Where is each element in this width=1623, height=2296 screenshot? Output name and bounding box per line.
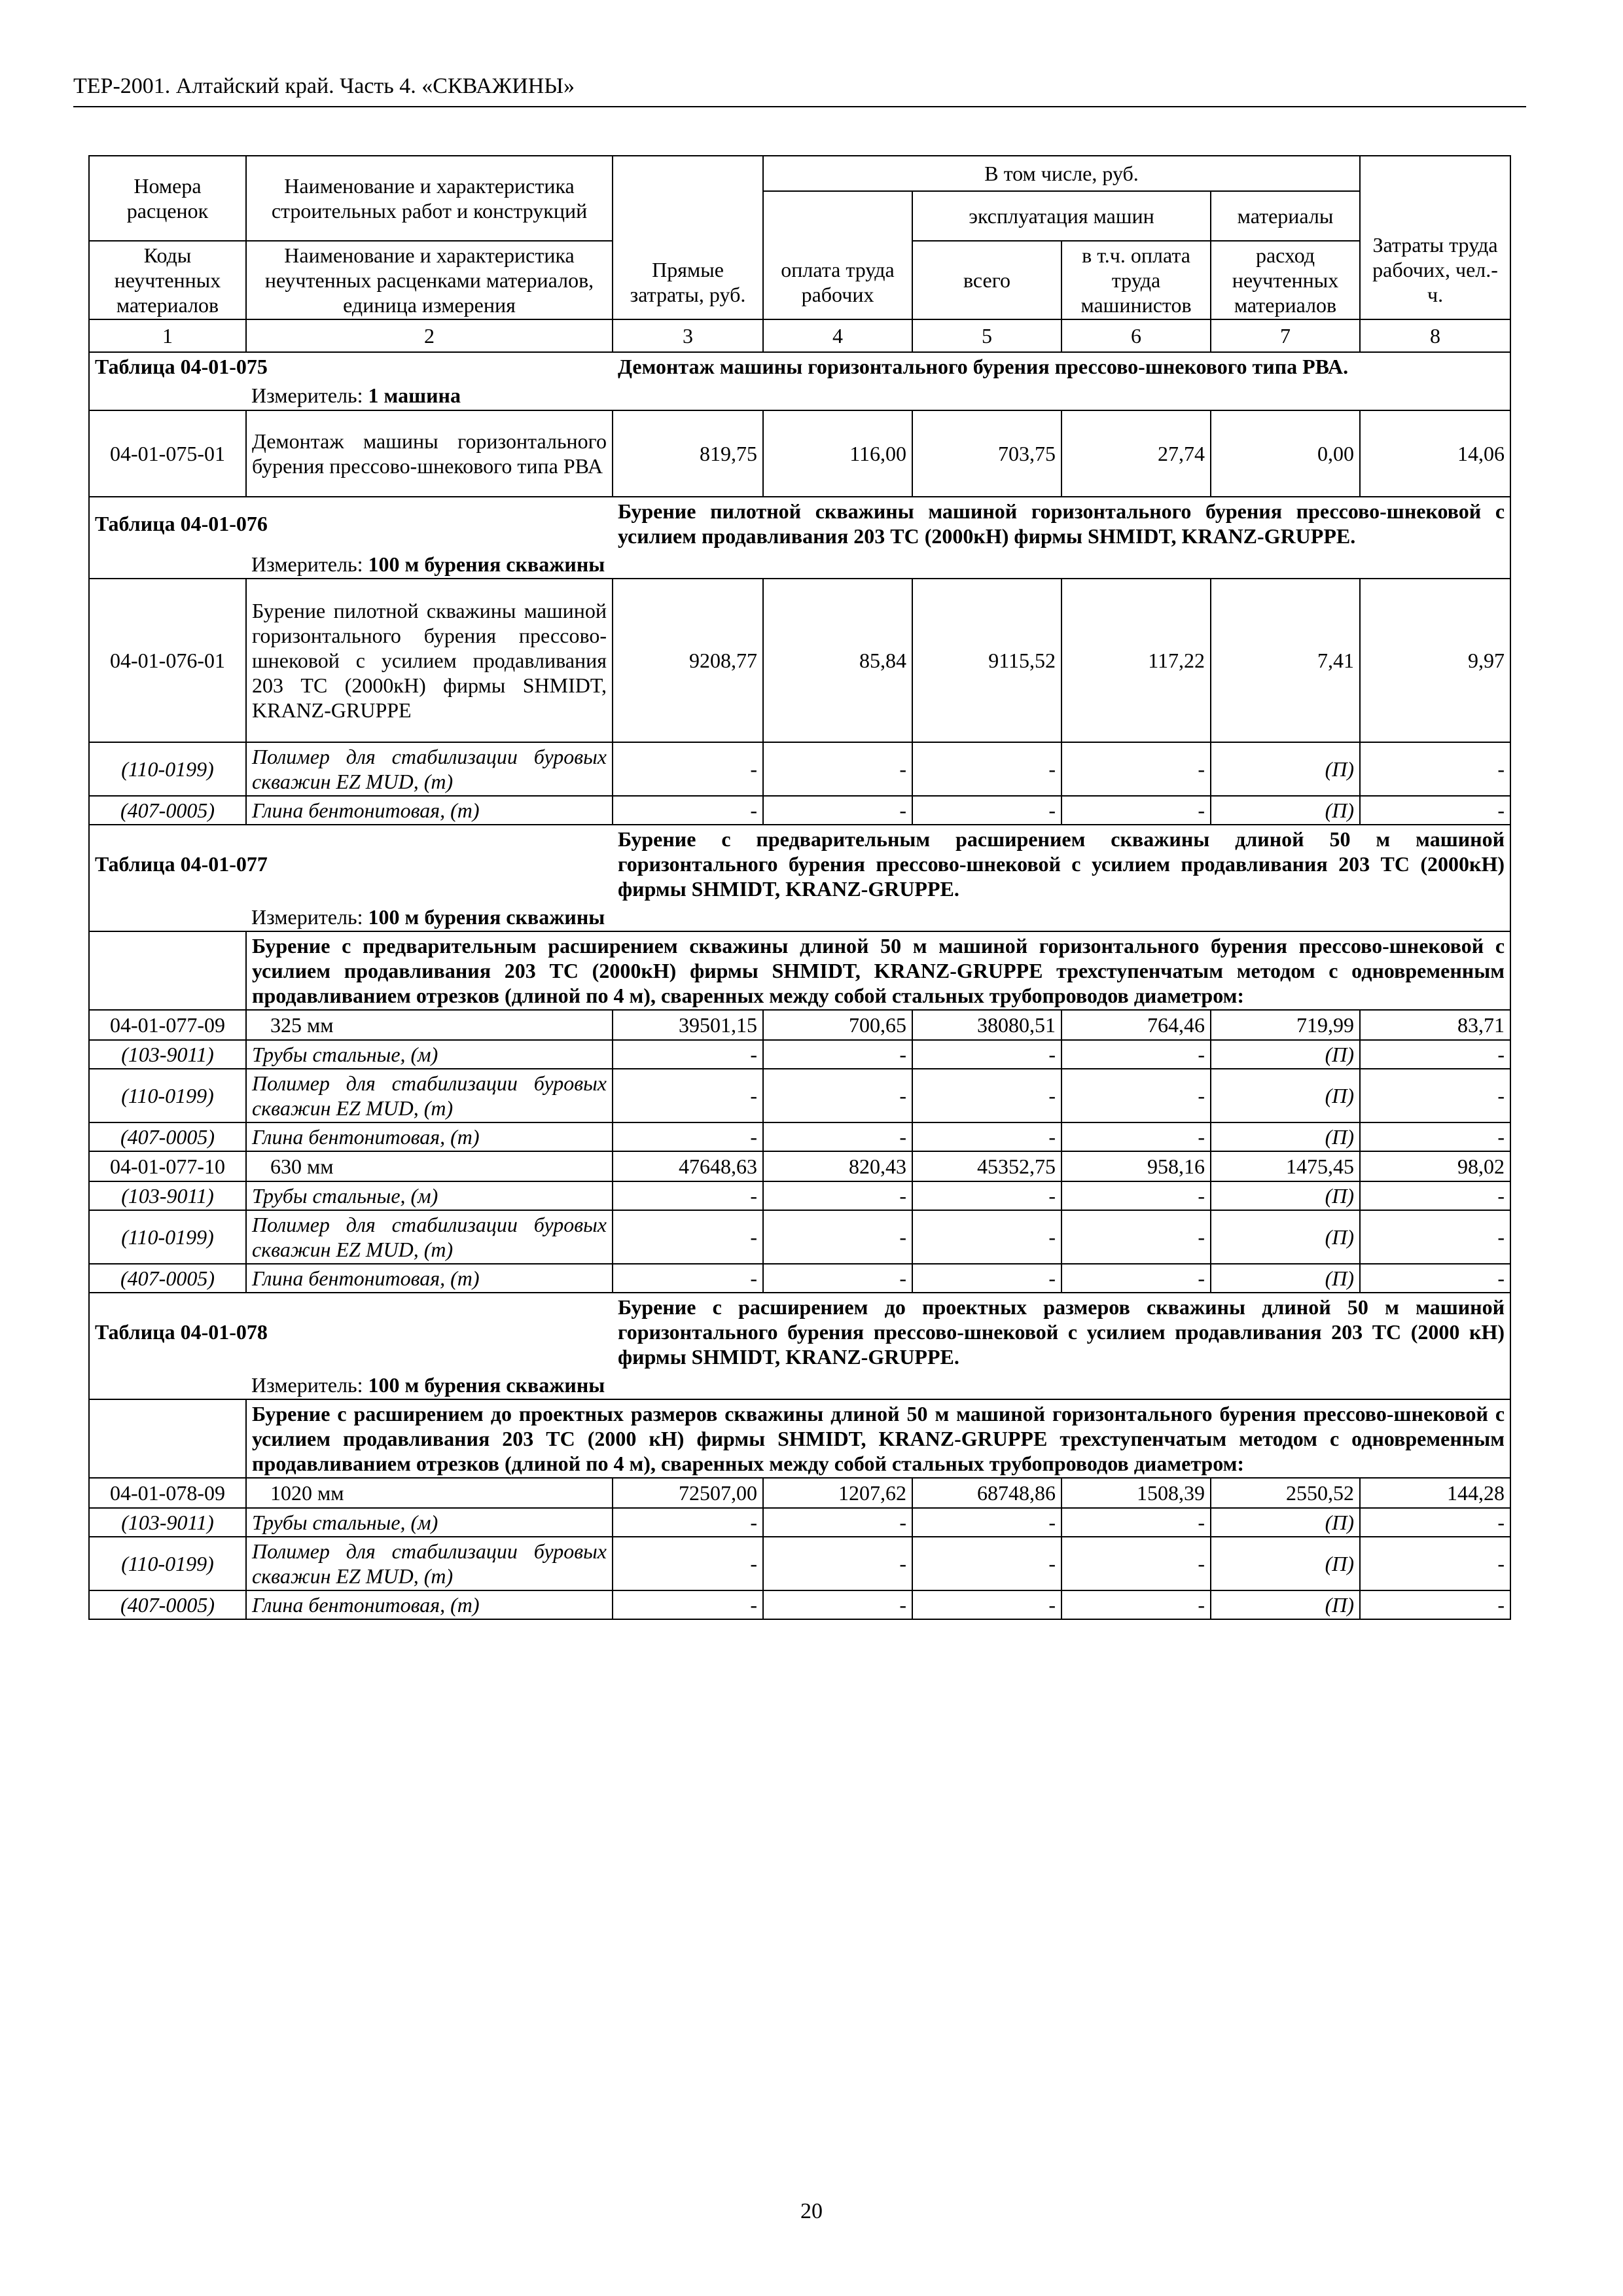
operators-pay: - (1061, 1508, 1211, 1537)
material-code: (103-9011) (89, 1181, 246, 1210)
materials-value: (П) (1211, 1069, 1360, 1122)
material-code: (110-0199) (89, 1069, 246, 1122)
materials-value: (П) (1211, 1590, 1360, 1619)
section-label: Таблица 04-01-076 (89, 497, 613, 550)
operators-pay: - (1061, 742, 1211, 796)
col-number: 4 (763, 319, 912, 352)
meter-row (89, 903, 1510, 931)
rate-name: Демонтаж машины горизонтального бурения прессово-шнекового типа РВА (246, 410, 613, 497)
col-number: 6 (1061, 319, 1211, 352)
operators-pay: 958,16 (1061, 1151, 1211, 1181)
labor-pay: - (763, 1537, 912, 1590)
direct-costs: - (613, 1181, 763, 1210)
meter-row (89, 1371, 1510, 1399)
material-code: (110-0199) (89, 1537, 246, 1590)
materials-value: (П) (1211, 1537, 1360, 1590)
section-description: Бурение с расширением до проектных размеров скважины длиной 50 м машиной горизонтального бурения прессово-шнековой с усилием продавливания 203 ТС (2000 кН) фирмы SHMIDT, KRANZ-GRUPPE трехступенчатым методом с одновременным продавливанием отрезков (длиной по 4 м), сваренных между собой стальных трубопроводов диаметром: (246, 1399, 1510, 1478)
material-code: (110-0199) (89, 742, 246, 796)
direct-costs: - (613, 796, 763, 825)
labor-pay: - (763, 742, 912, 796)
operators-pay: - (1061, 1264, 1211, 1293)
section-title-row (89, 825, 1510, 903)
material-name: Полимер для стабилизации буровых скважин EZ MUD, (т) (246, 1069, 613, 1122)
material-row (89, 1264, 1510, 1293)
section-title-row (89, 1293, 1510, 1371)
machine-total: - (912, 1181, 1061, 1210)
labor-costs: - (1360, 1264, 1510, 1293)
material-code: (407-0005) (89, 1264, 246, 1293)
col-labor-costs: Затраты труда рабочих, чел.-ч. (1360, 156, 1510, 319)
material-name: Полимер для стабилизации буровых скважин EZ MUD, (т) (246, 1210, 613, 1264)
labor-costs: 144,28 (1360, 1478, 1510, 1508)
column-numbers-row (89, 319, 1510, 352)
machine-total: - (912, 1264, 1061, 1293)
labor-costs: 9,97 (1360, 579, 1510, 742)
col-total: всего (912, 241, 1061, 319)
labor-pay: 116,00 (763, 410, 912, 497)
labor-pay: - (763, 796, 912, 825)
machine-total: - (912, 1069, 1061, 1122)
section-title: Бурение пилотной скважины машиной горизонтального бурения прессово-шнековой с усилием продавливания 203 ТС (2000кН) фирмы SHMIDT, KRANZ-GRUPPE. (613, 497, 1510, 550)
direct-costs: - (613, 1069, 763, 1122)
table-row (89, 1151, 1510, 1181)
machine-total: 38080,51 (912, 1010, 1061, 1040)
machine-total: - (912, 1122, 1061, 1151)
material-name: Полимер для стабилизации буровых скважин EZ MUD, (т) (246, 1537, 613, 1590)
section-label: Таблица 04-01-078 (89, 1293, 613, 1371)
labor-costs: 98,02 (1360, 1151, 1510, 1181)
labor-pay: 1207,62 (763, 1478, 912, 1508)
rate-code: 04-01-077-10 (89, 1151, 246, 1181)
materials-value: (П) (1211, 1040, 1360, 1069)
section-title: Бурение с расширением до проектных размеров скважины длиной 50 м машиной горизонтального бурения прессово-шнековой с усилием продавливания 203 ТС (2000 кН) фирмы SHMIDT, KRANZ-GRUPPE. (613, 1293, 1510, 1371)
materials-value: (П) (1211, 1122, 1360, 1151)
material-code: (103-9011) (89, 1040, 246, 1069)
col-unaccounted-materials: расход неучтенных материалов (1211, 241, 1360, 319)
rates-table (88, 155, 1511, 1620)
labor-pay: - (763, 1590, 912, 1619)
col-number: 7 (1211, 319, 1360, 352)
labor-pay: 820,43 (763, 1151, 912, 1181)
operators-pay: - (1061, 1210, 1211, 1264)
labor-pay: 85,84 (763, 579, 912, 742)
meter: Измеритель: 100 м бурения скважины (246, 1371, 1510, 1399)
col-direct-costs: Прямые затраты, руб. (613, 156, 763, 319)
page-header: ТЕР-2001. Алтайский край. Часть 4. «СКВАЖИНЫ» (73, 72, 1526, 107)
col-rate-numbers: Номера расценок (89, 156, 246, 241)
machine-total: - (912, 1508, 1061, 1537)
direct-costs: 47648,63 (613, 1151, 763, 1181)
machine-total: - (912, 1210, 1061, 1264)
materials-value: 719,99 (1211, 1010, 1360, 1040)
direct-costs: - (613, 1040, 763, 1069)
operators-pay: - (1061, 1590, 1211, 1619)
operators-pay: - (1061, 1040, 1211, 1069)
col-materials: материалы (1211, 191, 1360, 241)
machine-total: - (912, 1537, 1061, 1590)
material-name: Глина бентонитовая, (т) (246, 1122, 613, 1151)
table-row (89, 410, 1510, 497)
direct-costs: 72507,00 (613, 1478, 763, 1508)
direct-costs: - (613, 1590, 763, 1619)
operators-pay: - (1061, 796, 1211, 825)
section-title-row (89, 497, 1510, 550)
materials-value: 2550,52 (1211, 1478, 1360, 1508)
operators-pay: - (1061, 1069, 1211, 1122)
machine-total: 68748,86 (912, 1478, 1061, 1508)
direct-costs: - (613, 1264, 763, 1293)
col-material-name: Наименование и характеристика неучтенных расценками материалов, единица измерения (246, 241, 613, 319)
material-name: Глина бентонитовая, (т) (246, 1590, 613, 1619)
material-code: (407-0005) (89, 1590, 246, 1619)
col-number: 2 (246, 319, 613, 352)
machine-total: - (912, 796, 1061, 825)
materials-value: (П) (1211, 1264, 1360, 1293)
material-row (89, 1181, 1510, 1210)
material-name: Полимер для стабилизации буровых скважин EZ MUD, (т) (246, 742, 613, 796)
rate-code: 04-01-076-01 (89, 579, 246, 742)
labor-costs: - (1360, 1181, 1510, 1210)
meter-row (89, 380, 1510, 410)
material-name: Трубы стальные, (м) (246, 1040, 613, 1069)
direct-costs: 9208,77 (613, 579, 763, 742)
materials-value: (П) (1211, 1210, 1360, 1264)
labor-costs: - (1360, 1122, 1510, 1151)
labor-costs: 14,06 (1360, 410, 1510, 497)
col-labor-pay: оплата труда рабочих (763, 191, 912, 319)
machine-total: 703,75 (912, 410, 1061, 497)
col-work-name: Наименование и характеристика строительных работ и конструкций (246, 156, 613, 241)
material-row (89, 1122, 1510, 1151)
section-title-row (89, 352, 1510, 380)
meter-row (89, 550, 1510, 579)
material-row (89, 1069, 1510, 1122)
table-row (89, 1010, 1510, 1040)
machine-total: - (912, 1040, 1061, 1069)
labor-costs: 83,71 (1360, 1010, 1510, 1040)
machine-total: 45352,75 (912, 1151, 1061, 1181)
operators-pay: 117,22 (1061, 579, 1211, 742)
col-including: В том числе, руб. (763, 156, 1360, 191)
description-row (89, 931, 1510, 1010)
direct-costs: - (613, 742, 763, 796)
labor-pay: - (763, 1508, 912, 1537)
col-machine-ops: эксплуатация машин (912, 191, 1211, 241)
table-row (89, 1478, 1510, 1508)
direct-costs: - (613, 1508, 763, 1537)
material-name: Глина бентонитовая, (т) (246, 796, 613, 825)
material-row (89, 1508, 1510, 1537)
materials-value: (П) (1211, 742, 1360, 796)
materials-value: (П) (1211, 1508, 1360, 1537)
labor-costs: - (1360, 742, 1510, 796)
materials-value: 7,41 (1211, 579, 1360, 742)
labor-pay: - (763, 1122, 912, 1151)
meter: Измеритель: 100 м бурения скважины (246, 550, 1510, 579)
rate-code: 04-01-075-01 (89, 410, 246, 497)
material-code: (103-9011) (89, 1508, 246, 1537)
materials-value: (П) (1211, 1181, 1360, 1210)
machine-total: 9115,52 (912, 579, 1061, 742)
operators-pay: - (1061, 1537, 1211, 1590)
material-row (89, 1210, 1510, 1264)
operators-pay: - (1061, 1181, 1211, 1210)
direct-costs: - (613, 1210, 763, 1264)
material-code: (407-0005) (89, 1122, 246, 1151)
material-name: Трубы стальные, (м) (246, 1181, 613, 1210)
operators-pay: - (1061, 1122, 1211, 1151)
labor-costs: - (1360, 1069, 1510, 1122)
rate-code: 04-01-077-09 (89, 1010, 246, 1040)
col-number: 1 (89, 319, 246, 352)
machine-total: - (912, 742, 1061, 796)
machine-total: - (912, 1590, 1061, 1619)
labor-pay: - (763, 1040, 912, 1069)
material-name: Глина бентонитовая, (т) (246, 1264, 613, 1293)
col-number: 5 (912, 319, 1061, 352)
rate-name: Бурение пилотной скважины машиной горизонтального бурения прессово-шнековой с усилием продавливания 203 ТС (2000кН) фирмы SHMIDT, KRANZ-GRUPPE (246, 579, 613, 742)
labor-pay: - (763, 1181, 912, 1210)
col-material-codes: Коды неучтенных материалов (89, 241, 246, 319)
materials-value: 1475,45 (1211, 1151, 1360, 1181)
direct-costs: - (613, 1122, 763, 1151)
materials-value: 0,00 (1211, 410, 1360, 497)
materials-value: (П) (1211, 796, 1360, 825)
meter: Измеритель: 1 машина (246, 380, 1510, 410)
labor-costs: - (1360, 1210, 1510, 1264)
rate-name: 325 мм (246, 1010, 613, 1040)
col-number: 8 (1360, 319, 1510, 352)
material-row (89, 742, 1510, 796)
rate-code: 04-01-078-09 (89, 1478, 246, 1508)
section-label: Таблица 04-01-077 (89, 825, 613, 903)
operators-pay: 1508,39 (1061, 1478, 1211, 1508)
section-title: Демонтаж машины горизонтального бурения прессово-шнекового типа РВА. (613, 352, 1510, 380)
section-description: Бурение с предварительным расширением скважины длиной 50 м машиной горизонтального бурения прессово-шнековой с усилием продавливания 203 ТС (2000кН) фирмы SHMIDT, KRANZ-GRUPPE трехступенчатым методом с одновременным продавливанием отрезков (длиной по 4 м), сваренных между собой стальных трубопроводов диаметром: (246, 931, 1510, 1010)
direct-costs: 39501,15 (613, 1010, 763, 1040)
direct-costs: - (613, 1537, 763, 1590)
labor-costs: - (1360, 1537, 1510, 1590)
description-row (89, 1399, 1510, 1478)
labor-pay: - (763, 1264, 912, 1293)
table-row (89, 579, 1510, 742)
operators-pay: 764,46 (1061, 1010, 1211, 1040)
material-row (89, 1040, 1510, 1069)
labor-pay: 700,65 (763, 1010, 912, 1040)
material-code: (407-0005) (89, 796, 246, 825)
material-row (89, 1590, 1510, 1619)
labor-pay: - (763, 1069, 912, 1122)
operators-pay: 27,74 (1061, 410, 1211, 497)
rate-name: 630 мм (246, 1151, 613, 1181)
labor-costs: - (1360, 796, 1510, 825)
rate-name: 1020 мм (246, 1478, 613, 1508)
section-label: Таблица 04-01-075 (89, 352, 613, 380)
material-row (89, 796, 1510, 825)
labor-costs: - (1360, 1040, 1510, 1069)
labor-costs: - (1360, 1508, 1510, 1537)
direct-costs: 819,75 (613, 410, 763, 497)
labor-costs: - (1360, 1590, 1510, 1619)
material-row (89, 1537, 1510, 1590)
section-title: Бурение с предварительным расширением скважины длиной 50 м машиной горизонтального бурения прессово-шнековой с усилием продавливания 203 ТС (2000кН) фирмы SHMIDT, KRANZ-GRUPPE. (613, 825, 1510, 903)
col-operators-pay: в т.ч. оплата труда машинистов (1061, 241, 1211, 319)
material-code: (110-0199) (89, 1210, 246, 1264)
material-name: Трубы стальные, (м) (246, 1508, 613, 1537)
col-number: 3 (613, 319, 763, 352)
page-number: 20 (800, 2199, 823, 2223)
labor-pay: - (763, 1210, 912, 1264)
meter: Измеритель: 100 м бурения скважины (246, 903, 1510, 931)
